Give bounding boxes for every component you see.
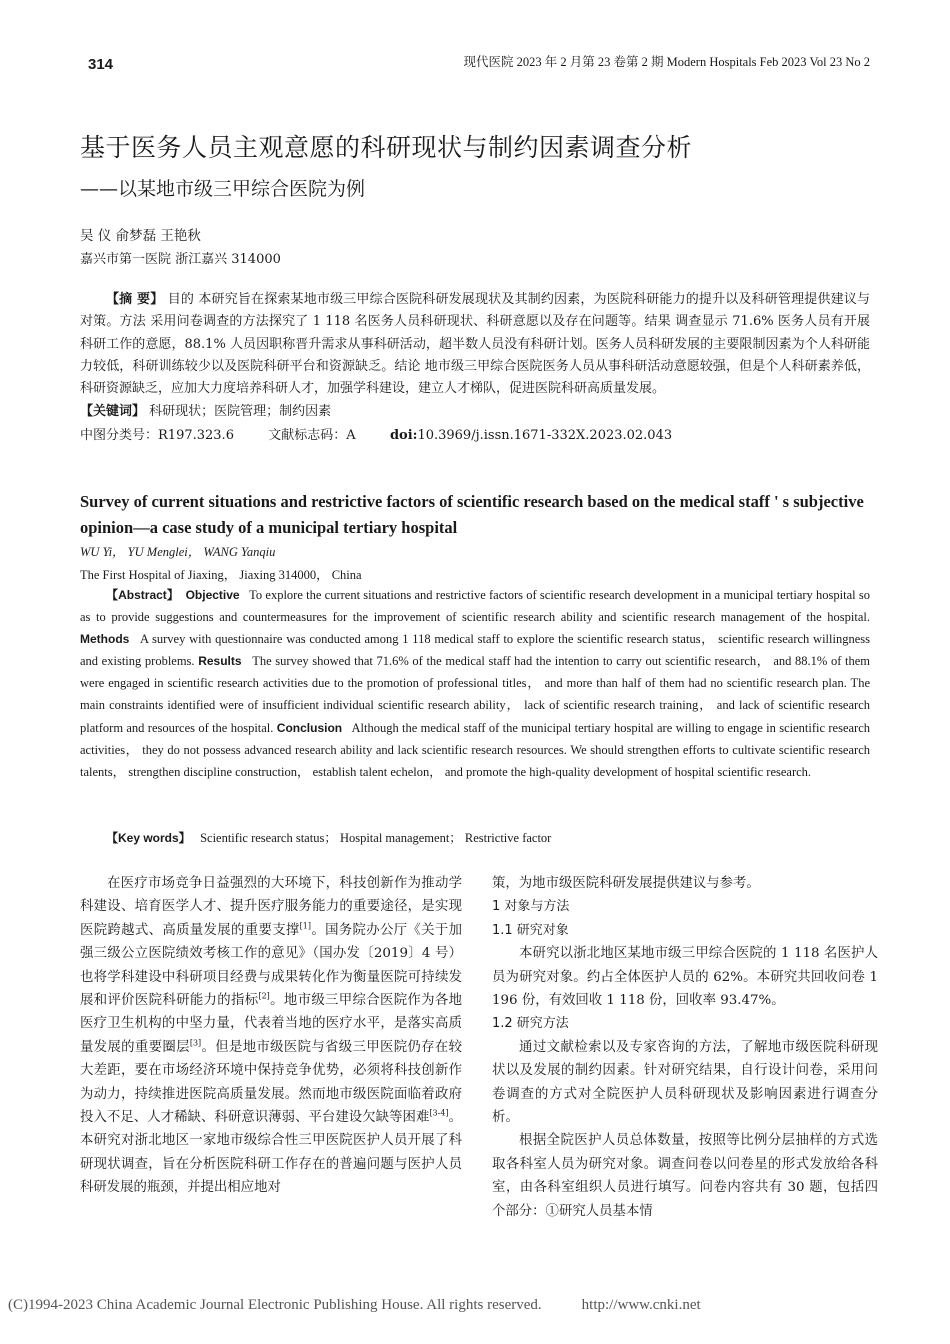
authors: 吴 仪 俞梦磊 王艳秋 (80, 228, 201, 244)
paragraph-subjects: 本研究以浙北地区某地市级三甲综合医院的 1 118 名医护人员为研究对象。约占全体医护人员的 62%。本研究共回收问卷 1 196 份，有效回收 1 118 份，回收率 93.47%。 (492, 946, 878, 1009)
keywords-label: 【关键词】 (80, 404, 146, 420)
objective-label: Objective (185, 588, 240, 602)
intro-paragraph (80, 872, 462, 1200)
chinese-abstract (80, 289, 870, 447)
section-heading-1-2: 1.2 研究方法 (492, 1016, 569, 1032)
intro-text-3: 。地市级三甲综合医院作为各地医疗卫生机构的中坚力量，代表着当地的医疗水平，是落实高质量发展的重要圈层 (80, 993, 463, 1055)
journal-header: 现代医院 2023 年 2 月第 23 卷第 2 期 Modern Hospitals Feb 2023 Vol 23 No 2 (463, 55, 870, 69)
doc-code-label: 文献标志码： (268, 427, 347, 443)
keywords: 科研现状；医院管理；制约因素 (149, 404, 332, 420)
english-authors: WU Yi， YU Menglei， WANG Yanqiu (80, 545, 276, 559)
english-title: Survey of current situations and restrictive factors of scientific research based on the medical staff ' s subjective opinion—a case study of a municipal tertiary hospital (80, 492, 864, 537)
clc-value: R197.323.6 (158, 427, 234, 443)
citation[interactable]: [3-4] (429, 1108, 449, 1118)
results-text: The survey showed that 71.6% of the medical staff had the intention to carry out scientific research， and 88.1% of them were engaged in scientific research activities due to the promotion of professional titles， and more than half of them had no scientific research plan. The main constraints identified were of insufficient individual scientific research ability， lack of scientific research training， and lack of scientific research platform and resources of the hospital. (80, 654, 870, 735)
english-abstract (80, 584, 870, 783)
abstract-text: 目的 本研究旨在探索某地市级三甲综合医院科研发展现状及其制约因素，为医院科研能力的提升以及科研管理提供建议与对策。方法 采用问卷调查的方法探究了 1 118 名医务人员科研现状、科研意愿以及存在问题等。结果 调查显示 71.6% 医务人员有开展科研工作的意愿，88.1% 人员因职称晋升需求从事科研活动，超半数人员没有科研计划。医务人员科研发展的主要限制因素为个人科研能力较低，科研训练较少以及医院科研平台和资源缺乏。结论 地市级三甲综合医院医务人员从事科研活动意愿较强，但是个人科研素养低，科研资源缺乏，应加大力度培养科研人才，加强学科建设，建立人才梯队，促进医院科研高质量发展。 (80, 292, 870, 397)
section-heading-1-1: 1.1 研究对象 (492, 922, 569, 938)
citation[interactable]: [1] (299, 921, 311, 931)
intro-continued: 策，为地市级医院科研发展提供建议与参考。 (492, 876, 760, 891)
article-subtitle: ——以某地市级三甲综合医院为例 (80, 178, 366, 200)
intro-text-4: 。但是地市级医院与省级三甲医院仍存在较大差距，要在市场经济环境中保持竞争优势，必须将科技创新作为动力，持续推进医院高质量发展。然而地市级医院面临着政府投入不足、人才稀缺、科研意识薄弱、平台建设欠缺等困难 (80, 1039, 463, 1126)
abstract-label: 【摘 要】 (106, 292, 164, 307)
paragraph-methods-a: 通过文献检索以及专家咨询的方法，了解地市级医院科研现状以及发展的制约因素。针对研究结果，自行设计问卷，采用问卷调查的方式对全院医护人员科研现状及影响因素进行调查分析。 (492, 1039, 878, 1126)
intro-text-5: 。本研究对浙北地区一家地市级综合性三甲医院医护人员开展了科研现状调查，旨在分析医院科研工作存在的普遍问题与医护人员科研发展的瓶颈，并提出相应地对 (80, 1110, 463, 1196)
english-affiliation: The First Hospital of Jiaxing， Jiaxing 314000， China (80, 568, 362, 582)
intro-text-1: 在医疗市场竞争日益强烈的大环境下，科技创新作为推动学科建设、培育医学人才、提升医疗服务能力的重要途径，是实现医院跨越式、高质量发展的重要支撑 (80, 876, 462, 938)
en-keywords-label: 【Key words】 (106, 831, 191, 845)
en-abstract-label: 【Abstract】 (106, 588, 180, 602)
paragraph-methods-b: 根据全院医护人员总体数量，按照等比例分层抽样的方式选取各科室人员为研究对象。调查问卷以问卷星的形式发放给各科室，由各科室组织人员进行填写。问卷内容共有 30 题，包括四个部分：①研究人员基本情 (492, 1133, 878, 1219)
cnki-link[interactable]: http://www.cnki.net (581, 1297, 701, 1313)
conclusion-label: Conclusion (276, 720, 343, 735)
page-number: 314 (88, 56, 114, 73)
keywords-row (80, 401, 870, 423)
body-right-column (492, 872, 878, 1223)
doi-value: 10.3969/j.issn.1671-332X.2023.02.043 (417, 427, 673, 443)
intro-text-2: 。国务院办公厅《关于加强三级公立医院绩效考核工作的意见》（国办发〔2019〕4 号）也将学科建设中科研项目经费与成果转化作为衡量医院可持续发展和评价医院科研能力的指标 (80, 922, 463, 1009)
affiliation: 嘉兴市第一医院 浙江嘉兴 314000 (80, 252, 281, 267)
results-label: Results (198, 654, 242, 669)
methods-label: Methods (80, 632, 130, 647)
methods-text: A survey with questionnaire was conducted among 1 118 medical staff to explore the scientific research status， scientific research willingness and existing problems. (80, 632, 870, 669)
citation[interactable]: [3] (189, 1038, 202, 1048)
copyright: (C)1994-2023 China Academic Journal Electronic Publishing House. All rights reserved. (8, 1297, 542, 1313)
doc-code-value: A (346, 427, 356, 443)
clc-label: 中图分类号： (80, 427, 159, 443)
citation[interactable]: [2] (258, 991, 270, 1001)
objective-text: To explore the current situations and restrictive factors of scientific research development in a municipal tertiary hospital so as to provide suggestions and countermeasures for the improvement of scientific research ability and scientific research management of the hospital. (80, 588, 870, 625)
english-keywords (80, 828, 870, 846)
article-title: 基于医务人员主观意愿的科研现状与制约因素调查分析 (80, 133, 693, 162)
body-left-column (80, 872, 462, 1200)
conclusion-text: Although the medical staff of the municipal tertiary hospital are willing to engage in scientific research activities， they do not possess advanced research ability and lack scientific research resources. We should strengthen efforts to cultivate scientific research talents， strengthen discipline construction， establish talent echelon， and promote the high-quality development of hospital scientific research. (80, 720, 871, 779)
doi-label: doi: (389, 427, 418, 443)
footer (8, 1297, 701, 1314)
en-keywords: Scientific research status； Hospital management； Restrictive factor (200, 831, 552, 845)
classification-row (80, 425, 870, 447)
section-heading-1: 1 对象与方法 (492, 899, 570, 915)
